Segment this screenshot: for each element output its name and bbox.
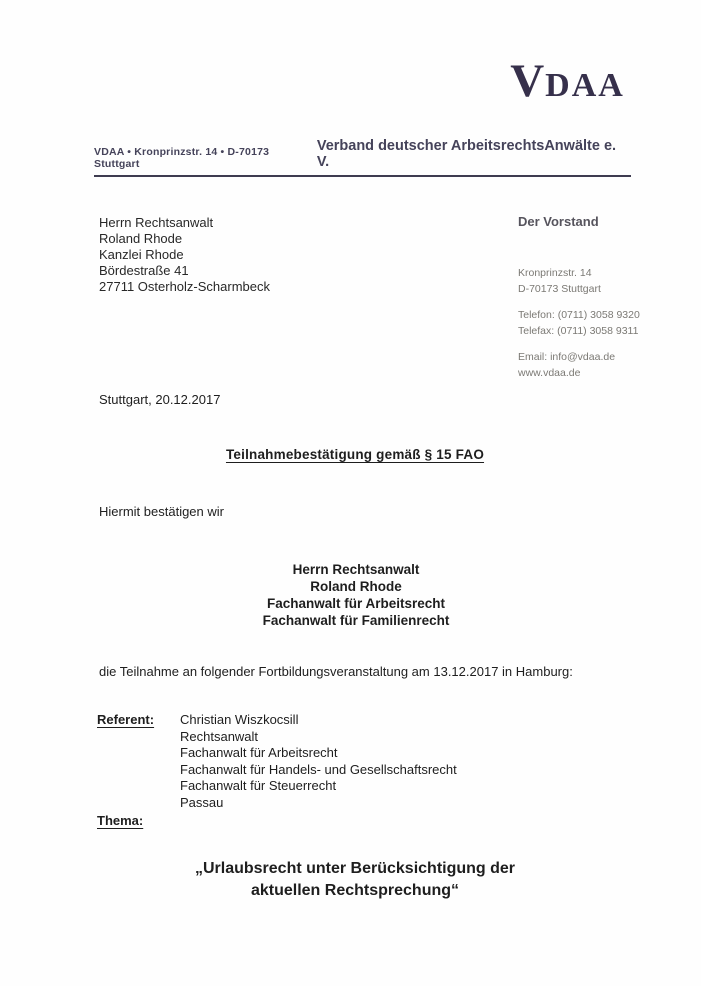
- vdaa-logo-rest: DAA: [545, 67, 625, 104]
- referent-line: Fachanwalt für Arbeitsrecht: [180, 745, 338, 760]
- referent-line: Fachanwalt für Steuerrecht: [180, 778, 337, 793]
- recipient-line: Kanzlei Rhode: [99, 247, 184, 262]
- contact-heading: Der Vorstand: [518, 214, 599, 229]
- place-and-date: Stuttgart, 20.12.2017: [99, 392, 221, 407]
- recipient-line: Roland Rhode: [99, 231, 183, 246]
- seminar-topic-line: aktuellen Rechtsprechung“: [250, 882, 460, 899]
- recipient-line: Bördestraße 41: [99, 263, 189, 278]
- vdaa-logo-initial: V: [510, 55, 546, 107]
- referent-line: Passau: [180, 794, 224, 810]
- contact-online-group: [518, 349, 640, 381]
- referent-section: [97, 712, 457, 811]
- contact-phone-group: [518, 307, 640, 339]
- contact-address-group: [518, 265, 640, 297]
- thema-label: Thema:: [97, 813, 144, 828]
- recipient-address-block: [99, 215, 270, 295]
- contact-address-line: D-70173 Stuttgart: [518, 283, 601, 295]
- attendee-line: Fachanwalt für Familienrecht: [262, 613, 450, 628]
- participation-statement: die Teilnahme an folgender Fortbildungsveranstaltung am 13.12.2017 in Hamburg:: [99, 664, 573, 679]
- referent-line: Fachanwalt für Handels- und Gesellschaftsrecht: [180, 761, 457, 777]
- contact-phone-line: Telefon: (0711) 3058 9320: [518, 309, 640, 321]
- contact-address-line: Kronprinzstr. 14: [518, 267, 592, 279]
- confirmation-intro: Hiermit bestätigen wir: [99, 504, 224, 519]
- recipient-line: 27711 Osterholz-Scharmbeck: [99, 279, 271, 294]
- letterhead-rule-row: [94, 138, 631, 177]
- contact-email-line: Email: info@vdaa.de: [518, 351, 616, 363]
- sender-reference-line: VDAA • Kronprinzstr. 14 • D-70173 Stuttgart: [94, 146, 270, 170]
- attendee-block: [0, 561, 701, 629]
- attendee-line: Herrn Rechtsanwalt: [292, 562, 420, 577]
- organization-name: Verband deutscher ArbeitsrechtsAnwälte e. V.: [316, 138, 617, 170]
- recipient-line: Herrn Rechtsanwalt: [99, 215, 214, 230]
- contact-info-block: [518, 214, 640, 391]
- attendee-line: Roland Rhode: [310, 579, 402, 594]
- referent-line: Rechtsanwalt: [180, 728, 259, 744]
- contact-website-line: www.vdaa.de: [518, 367, 581, 379]
- attendee-line: Fachanwalt für Arbeitsrecht: [266, 596, 446, 611]
- referent-line: Christian Wiszkocsill: [180, 712, 299, 727]
- vdaa-logo: [505, 55, 630, 107]
- contact-fax-line: Telefax: (0711) 3058 9311: [518, 325, 639, 337]
- document-title: Teilnahmebestätigung gemäß § 15 FAO: [225, 447, 485, 462]
- referent-label: Referent:: [97, 712, 155, 727]
- seminar-topic-line: „Urlaubsrecht unter Berücksichtigung der: [194, 860, 516, 877]
- seminar-topic-title: [0, 858, 701, 902]
- referent-details: [180, 712, 457, 811]
